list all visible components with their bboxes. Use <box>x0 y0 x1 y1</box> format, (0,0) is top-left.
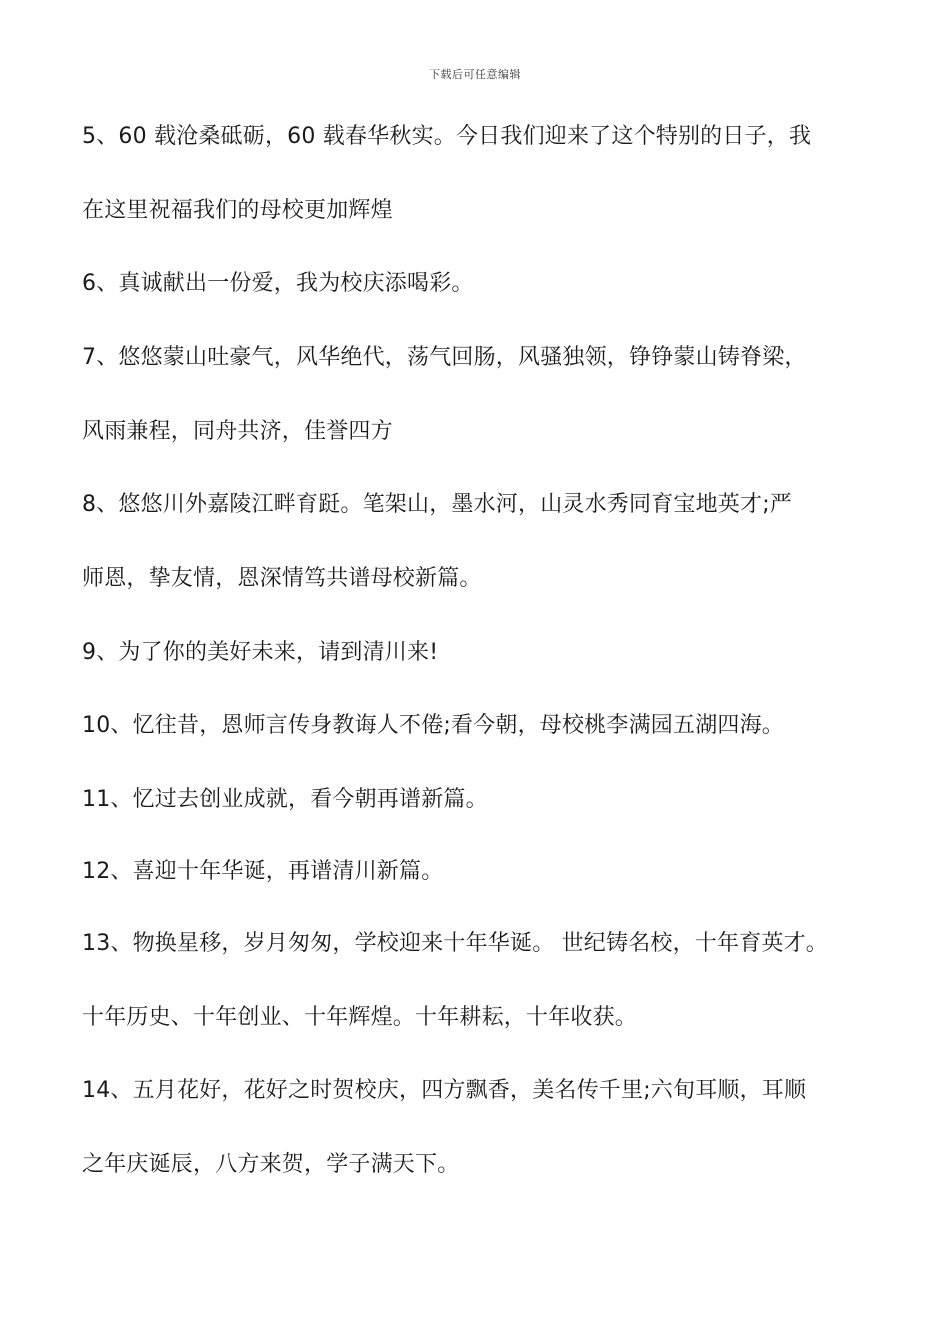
text-line: 在这里祝福我们的母校更加辉煌 <box>82 198 393 223</box>
header-note: 下载后可任意编辑 <box>429 68 521 81</box>
text-line: 师恩，挚友情，恩深情笃共谱母校新篇。 <box>82 566 482 591</box>
text-line: 11、忆过去创业成就，看今朝再谱新篇。 <box>82 787 488 812</box>
text-line: 13、物换星移，岁月匆匆，学校迎来十年华诞。 世纪铸名校，十年育英才。 <box>82 931 828 956</box>
text-line: 风雨兼程，同舟共济，佳誉四方 <box>82 419 393 444</box>
text-line: 十年历史、十年创业、十年辉煌。十年耕耘，十年收获。 <box>82 1005 638 1030</box>
text-line: 10、忆往昔，恩师言传身教诲人不倦;看今朝，母校桃李满园五湖四海。 <box>82 713 785 738</box>
text-line: 8、悠悠川外嘉陵江畔育跹。笔架山，墨水河，山灵水秀同育宝地英才;严 <box>82 492 793 517</box>
text-line: 之年庆诞辰，八方来贺，学子满天下。 <box>82 1152 460 1177</box>
text-line: 6、真诚献出一份爱，我为校庆添喝彩。 <box>82 271 474 296</box>
text-line: 5、60 载沧桑砥砺，60 载春华秋实。今日我们迎来了这个特别的日子，我 <box>82 124 812 149</box>
text-line: 7、悠悠蒙山吐豪气，风华绝代，荡气回肠，风骚独领，铮铮蒙山铸脊梁， <box>82 345 807 370</box>
text-line: 9、为了你的美好未来，请到清川来! <box>82 640 439 665</box>
text-line: 12、喜迎十年华诞，再谱清川新篇。 <box>82 859 444 884</box>
text-line: 14、五月花好，花好之时贺校庆，四方飘香，美名传千里;六旬耳顺，耳顺 <box>82 1078 807 1103</box>
